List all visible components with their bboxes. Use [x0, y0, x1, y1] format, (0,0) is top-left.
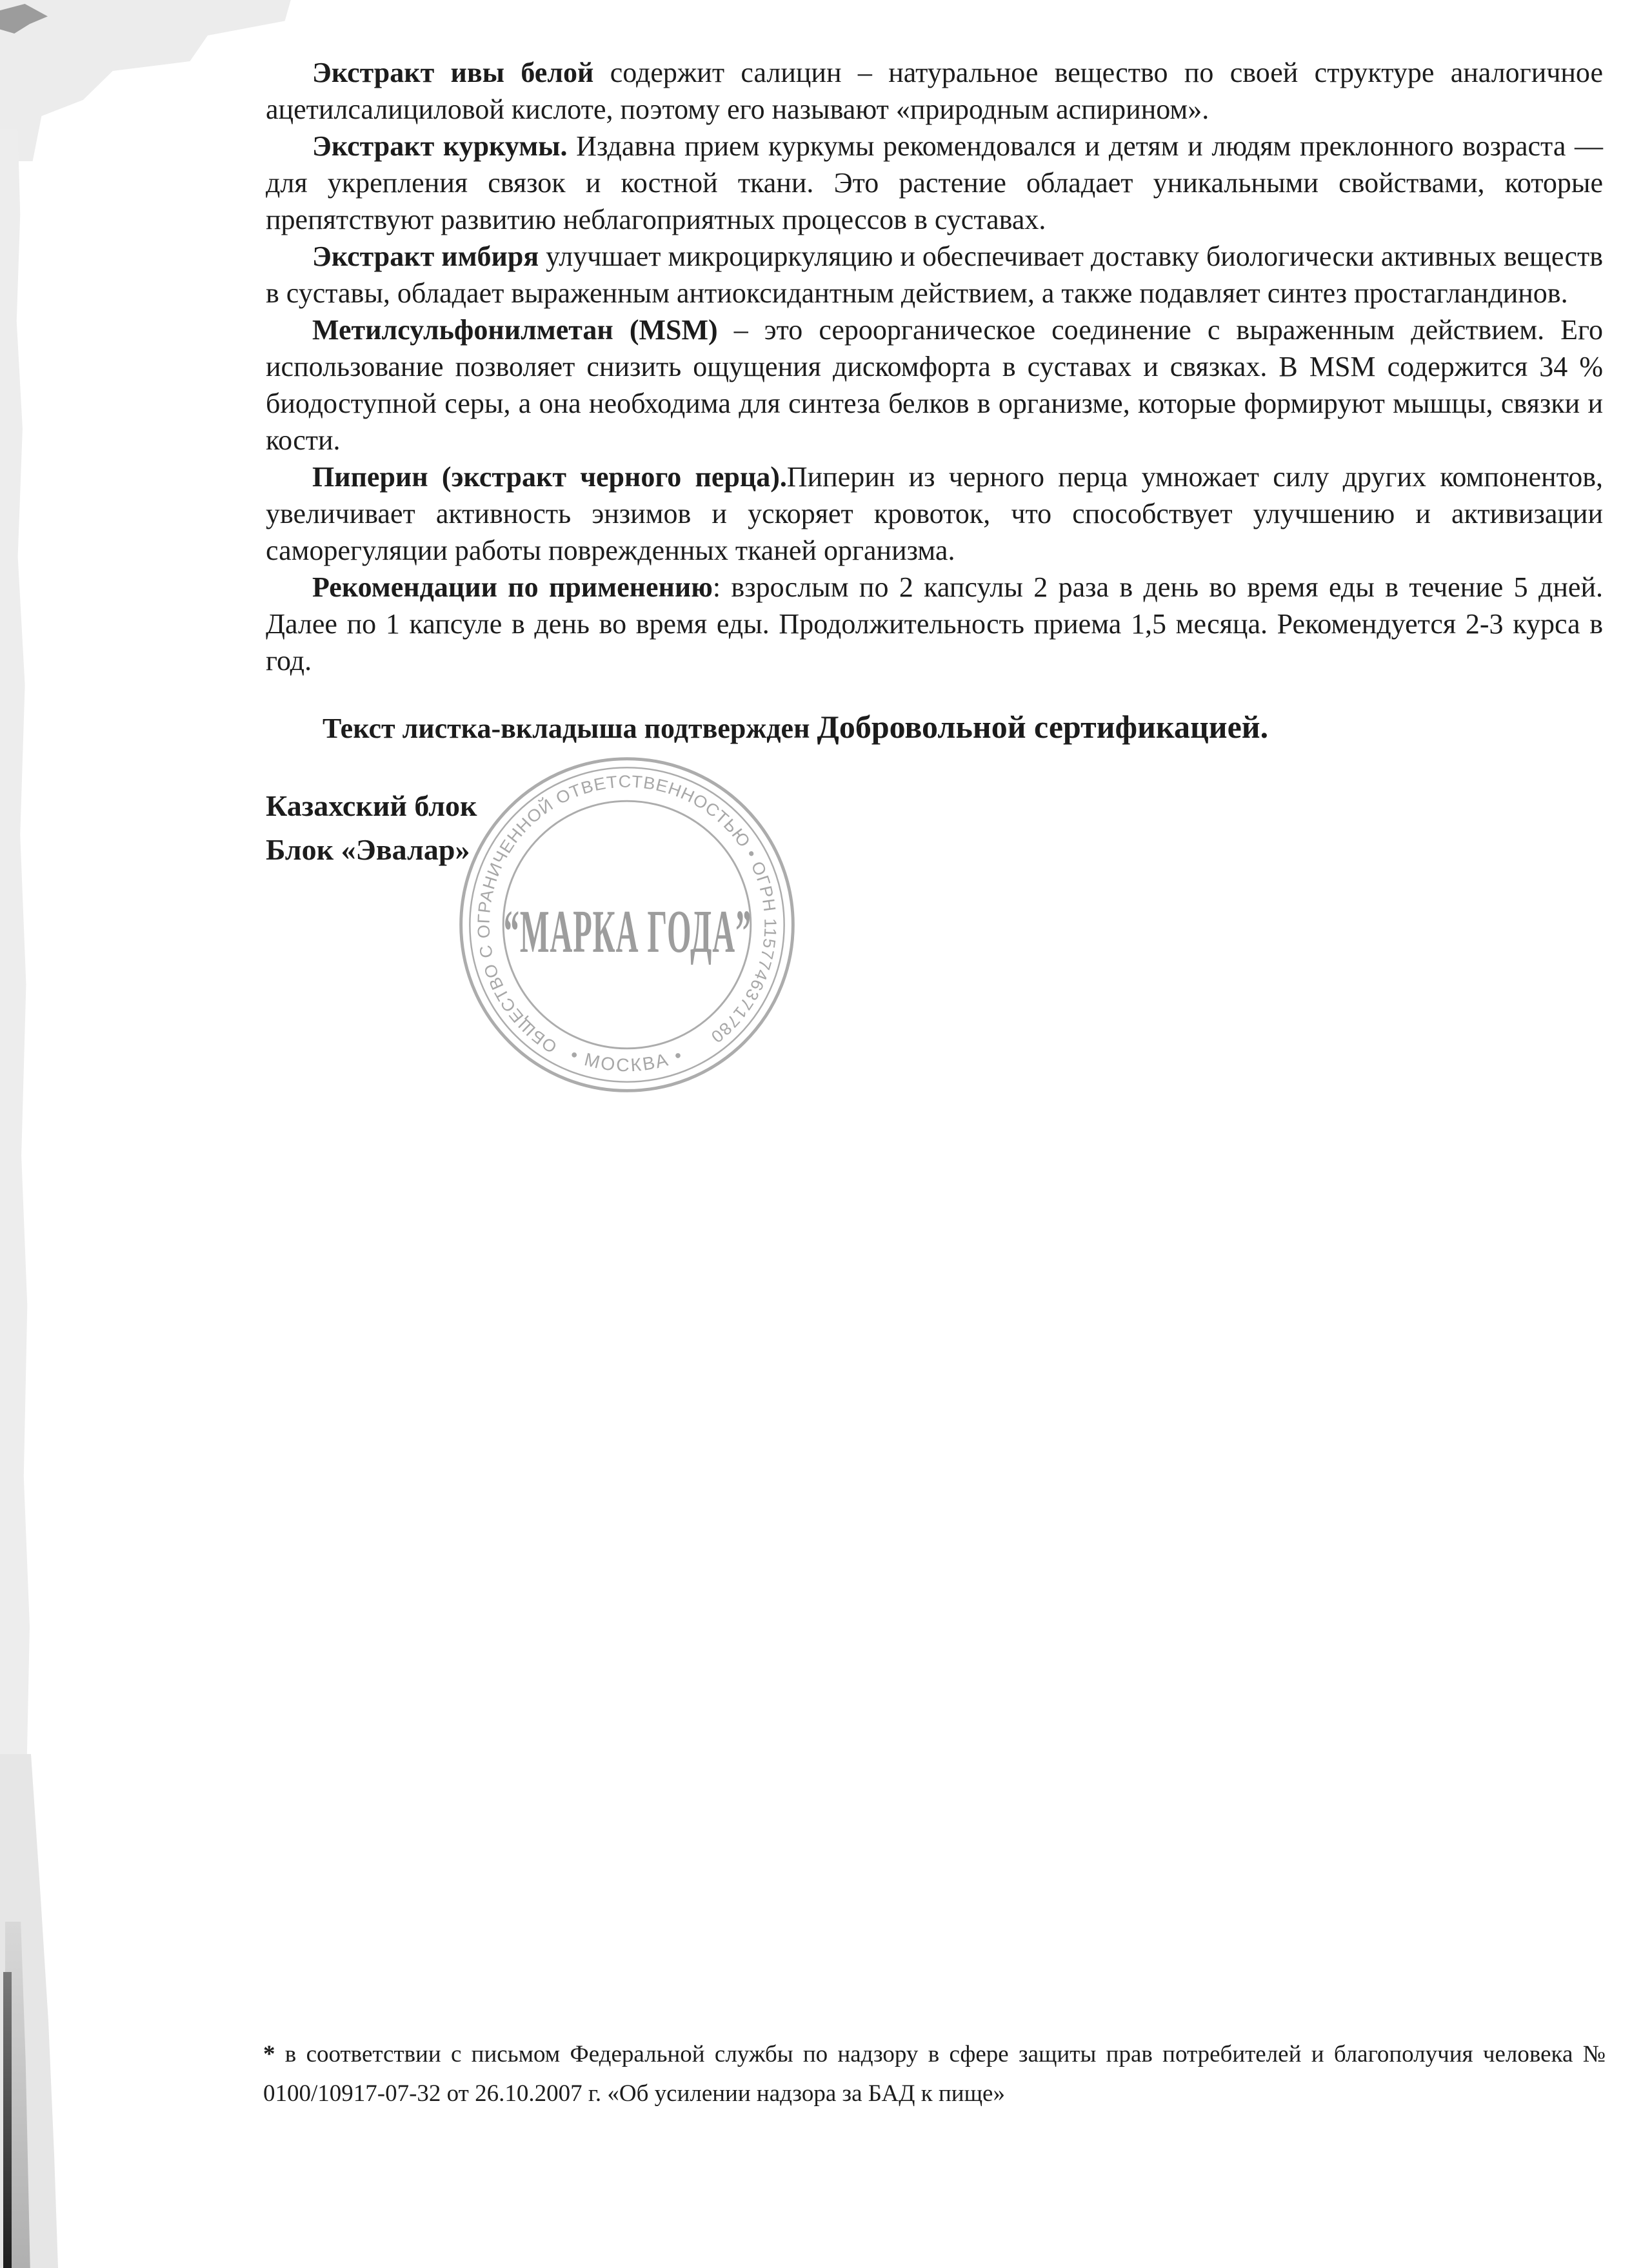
- stamp-center-text: “МАРКА ГОДА”: [503, 898, 752, 966]
- certification-lead: Текст листка-вкладыша подтвержден: [323, 713, 817, 744]
- paragraph-lead: Пиперин (экстракт черного перца).: [312, 461, 787, 493]
- stamp-center-group: [504, 898, 751, 965]
- stamp-ring-text: ОБЩЕСТВО С ОГРАНИЧЕННОЙ ОТВЕТСТВЕННОСТЬЮ • ОГРН 1157746371780: [473, 771, 781, 1058]
- paragraph-ginger: [266, 238, 1603, 311]
- paragraph-turmeric: [266, 128, 1603, 238]
- certification-line: [266, 709, 1603, 747]
- paragraph-lead: Метилсульфонилметан (MSM): [312, 314, 718, 346]
- paragraph-piperine: [266, 459, 1603, 569]
- scan-edge-artifact-top: [0, 0, 297, 161]
- paragraph-white-willow: [266, 54, 1603, 128]
- scan-edge-bottom-dark-line: [3, 1972, 12, 2268]
- paragraph-lead: Рекомендации по применению: [312, 571, 713, 603]
- paragraph-lead: Экстракт куркумы.: [312, 130, 568, 162]
- paragraph-text: Пиперин из черного перца умножает силу других компонентов, увеличивает активность энзимов и ускоряет кровоток, что способствует улучшению и активизации саморегуляции работы поврежденных тканей организма.: [266, 461, 1603, 566]
- document-body: [266, 54, 1603, 872]
- footnote-marker: *: [263, 2041, 275, 2067]
- paragraph-usage-recommendations: [266, 569, 1603, 679]
- paragraph-text: : взрослым по 2 капсулы 2 раза в день во время еды в течение 5 дней. Далее по 1 капсуле в день во время еды. Продолжительность приема 1,5 месяца. Рекомендуется 2-3 курса в год.: [266, 571, 1604, 676]
- footnote: [263, 2035, 1606, 2113]
- footnote-text: в соответствии с письмом Федеральной службы по надзору в сфере защиты прав потребителей и благополучия человека № 0100/10917-07-32 от 26.10.2007 г. «Об усилении надзора за БАД к пище»: [263, 2041, 1606, 2107]
- paragraph-text: Издавна прием куркумы рекомендовался и детям и людям преклонного возраста — для укрепления связок и костной ткани. Это растение обладает уникальными свойствами, которые препятствуют развитию неблагоприятных процессов в суставах.: [266, 130, 1603, 235]
- paragraph-text: содержит салицин – натуральное вещество по своей структуре аналогичное ацетилсалициловой кислоте, поэтому его называют «природным аспирином».: [266, 57, 1603, 125]
- certification-emphasis: Добровольной сертификацией.: [817, 709, 1269, 745]
- stamp-city-text: • МОСКВА •: [567, 1044, 687, 1076]
- paragraph-lead: Экстракт ивы белой: [312, 57, 594, 88]
- paragraph-text: – это сероорганическое соединение с выраженным действием. Его использование позволяет снизить ощущения дискомфорта в суставах и связках. В MSM содержится 34 % биодоступной серы, а она необходима для синтеза белков в организме, которые формируют мышцы, связки и кости.: [266, 314, 1603, 456]
- block-note-kazakh: Казахский блок: [266, 789, 477, 822]
- block-note-evalar: Блок «Эвалар»: [266, 833, 470, 866]
- paragraph-msm: [266, 311, 1603, 459]
- paragraph-lead: Экстракт имбиря: [312, 241, 539, 272]
- paragraph-text: улучшает микроциркуляцию и обеспечивает доставку биологически активных веществ в суставы, обладает выраженным антиоксидантным действием, а также подавляет синтез простагландинов.: [266, 241, 1603, 309]
